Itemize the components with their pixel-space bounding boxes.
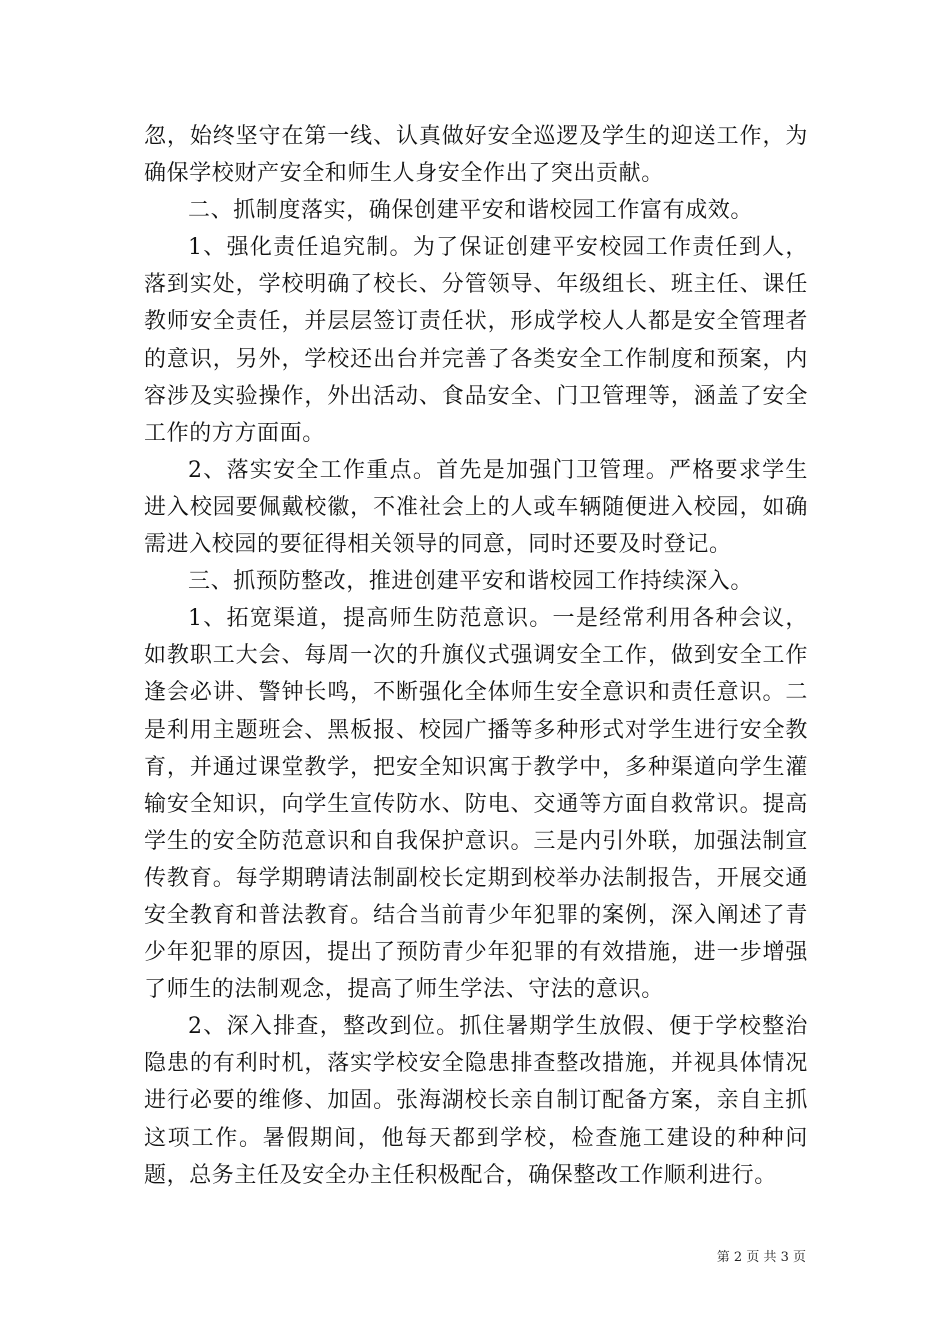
page-number: 第 2 页 共 3 页 [716, 1250, 806, 1265]
paragraph-key-points: 2、落实安全工作重点。首先是加强门卫管理。严格要求学生进入校园要佩戴校徽，不准社会上的人或车辆随便进入校园，如确需进入校园的要征得相关领导的同意，同时还要及时登记。 [144, 457, 808, 558]
paragraph-continuation: 忽，始终坚守在第一线、认真做好安全巡逻及学生的迎送工作，为确保学校财产安全和师生人身安全作出了突出贡献。 [144, 124, 808, 187]
document-body [144, 118, 808, 1194]
paragraph-awareness: 1、拓宽渠道，提高师生防范意识。一是经常利用各种会议，如教职工大会、每周一次的升旗仪式强调安全工作，做到安全工作逢会必讲、警钟长鸣，不断强化全体师生安全意识和责任意识。二是利用主题班会、黑板报、校园广播等多种形式对学生进行安全教育，并通过课堂教学，把安全知识寓于教学中，多种渠道向学生灌输安全知识，向学生宣传防水、防电、交通等方面自救常识。提高学生的安全防范意识和自我保护意识。三是内引外联，加强法制宣传教育。每学期聘请法制副校长定期到校举办法制报告，开展交通安全教育和普法教育。结合当前青少年犯罪的案例，深入阐述了青少年犯罪的原因，提出了预防青少年犯罪的有效措施，进一步增强了师生的法制观念，提高了师生学法、守法的意识。 [144, 606, 808, 1003]
paragraph-inspection: 2、深入排查，整改到位。抓住暑期学生放假、便于学校整治隐患的有利时机，落实学校安全隐患排查整改措施，并视具体情况进行必要的维修、加固。张海湖校长亲自制订配备方案，亲自主抓这项工作。暑假期间，他每天都到学校，检查施工建设的种种问题，总务主任及安全办主任积极配合，确保整改工作顺利进行。 [144, 1014, 808, 1188]
paragraph-responsibility: 1、强化责任追究制。为了保证创建平安校园工作责任到人，落到实处，学校明确了校长、分管领导、年级组长、班主任、课任教师安全责任，并层层签订责任状，形成学校人人都是安全管理者的意识，另外，学校还出台并完善了各类安全工作制度和预案，内容涉及实验操作，外出活动、食品安全、门卫管理等，涵盖了安全工作的方方面面。 [144, 235, 808, 446]
section-heading-2: 二、抓制度落实，确保创建平安和谐校园工作富有成效。 [188, 198, 754, 224]
section-heading-3: 三、抓预防整改，推进创建平安和谐校园工作持续深入。 [188, 569, 754, 595]
